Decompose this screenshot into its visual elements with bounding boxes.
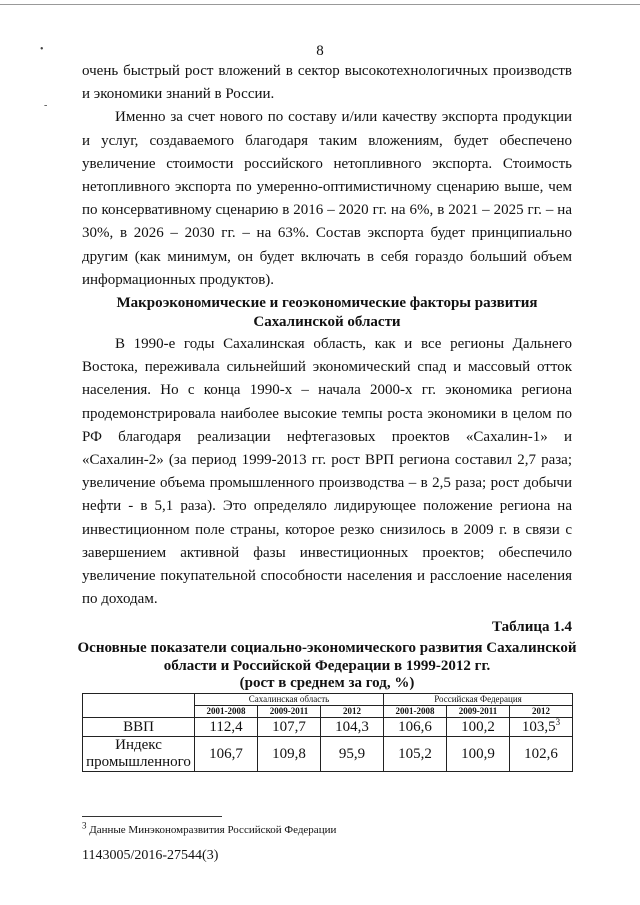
period-header: 2001-2008 [195, 706, 258, 718]
period-header: 2009-2011 [447, 706, 510, 718]
section-heading-line: Сахалинской области [253, 314, 401, 331]
table-caption-line: области и Российской Федерации в 1999-2012 гг. [163, 658, 491, 675]
page-number: 8 [316, 43, 324, 59]
table-cell: 100,2 [447, 718, 510, 737]
paragraph: В 1990-е годы Сахалинская область, как и все регионы Дальнего Востока, переживала сильнейший экономический спад и массовый отток населения. Но с конца 1990-х – начала 2000-х гг. экономика региона продемонстрировала наиболее высокие темпы роста экономики в целом по РФ благодаря реализации нефтегазовых проектов «Сахалин-1» и «Сахалин-2» (за период 1999-2013 гг. рост ВРП региона составил 2,7 раза; увеличение объема промышленного производства – в 2,5 раза; рост добычи нефти - в 5,1 раза). Это определяло лидирующее положение региона на инвестиционном поле страны, которое резко снизилось в 2009 г. в связи с завершением активной фазы инвестиционных проектов; обеспечило увеличение покупательной способности населения и расслоение населения по доходам. [82, 336, 572, 608]
indicators-table [82, 693, 573, 772]
footnote-ref: 3 [555, 717, 561, 728]
table-cell: 105,2 [384, 737, 447, 772]
table-cell: 106,7 [195, 737, 258, 772]
document-body [77, 60, 577, 772]
group-header-russia: Российская Федерация [384, 694, 573, 706]
footnote [82, 820, 337, 836]
period-header: 2001-2008 [384, 706, 447, 718]
table-row [83, 718, 573, 737]
table-cell: 107,7 [258, 718, 321, 737]
table-cell [510, 718, 573, 737]
footnote-number: 3 [82, 820, 87, 831]
period-header: 2012 [321, 706, 384, 718]
table-cell: 109,8 [258, 737, 321, 772]
section-heading-line: Макроэкономические и геоэкономические факторы развития [116, 295, 538, 312]
paragraph: Именно за счет нового по составу и/или качеству экспорта продукции и услуг, создаваемого благодаря таким вложениям, будет обеспечено увеличение стоимости российского нетопливного экспорта. Стоимость нетопливного экспорта по умеренно-оптимистичному сценарию выше, чем по консервативному сценарию в 2016 – 2020 гг. на 6%, в 2021 – 2025 гг. – на 30%, в 2026 – 2030 гг. – на 63%. Состав экспорта будет принципиально другим (как минимум, он будет включать в себя гораздо больший объем информационных продуктов). [82, 109, 572, 288]
top-rule [0, 4, 640, 5]
table-cell: 102,6 [510, 737, 573, 772]
table-corner-cell [83, 694, 195, 718]
row-label: ВВП [83, 718, 195, 737]
row-label: Индекс промышленного [83, 737, 195, 772]
margin-mark: - [44, 100, 48, 111]
table-cell: 106,6 [384, 718, 447, 737]
footnote-rule [82, 816, 222, 817]
table-cell: 95,9 [321, 737, 384, 772]
table-row [83, 737, 573, 772]
margin-mark: • [40, 44, 44, 55]
table-cell: 104,3 [321, 718, 384, 737]
table-caption-line: Основные показатели социально-экономического развития Сахалинской [77, 640, 577, 657]
paragraph: очень быстрый рост вложений в сектор высокотехнологичных производств и экономики знаний в России. [82, 63, 572, 103]
table-caption-units: (рост в среднем за год, %) [239, 675, 415, 692]
table-cell: 112,4 [195, 718, 258, 737]
table-caption [66, 639, 588, 675]
table-header-row [83, 694, 573, 706]
footnote-text: Данные Минэкономразвития Российской Федерации [89, 824, 337, 836]
period-header: 2012 [510, 706, 573, 718]
period-header: 2009-2011 [258, 706, 321, 718]
section-heading [82, 294, 572, 332]
document-code: 1143005/2016-27544(3) [82, 848, 219, 863]
table-label: Таблица 1.4 [492, 619, 572, 636]
cell-value: 103,5 [521, 719, 556, 736]
group-header-sakhalin: Сахалинская область [195, 694, 384, 706]
table-cell: 100,9 [447, 737, 510, 772]
